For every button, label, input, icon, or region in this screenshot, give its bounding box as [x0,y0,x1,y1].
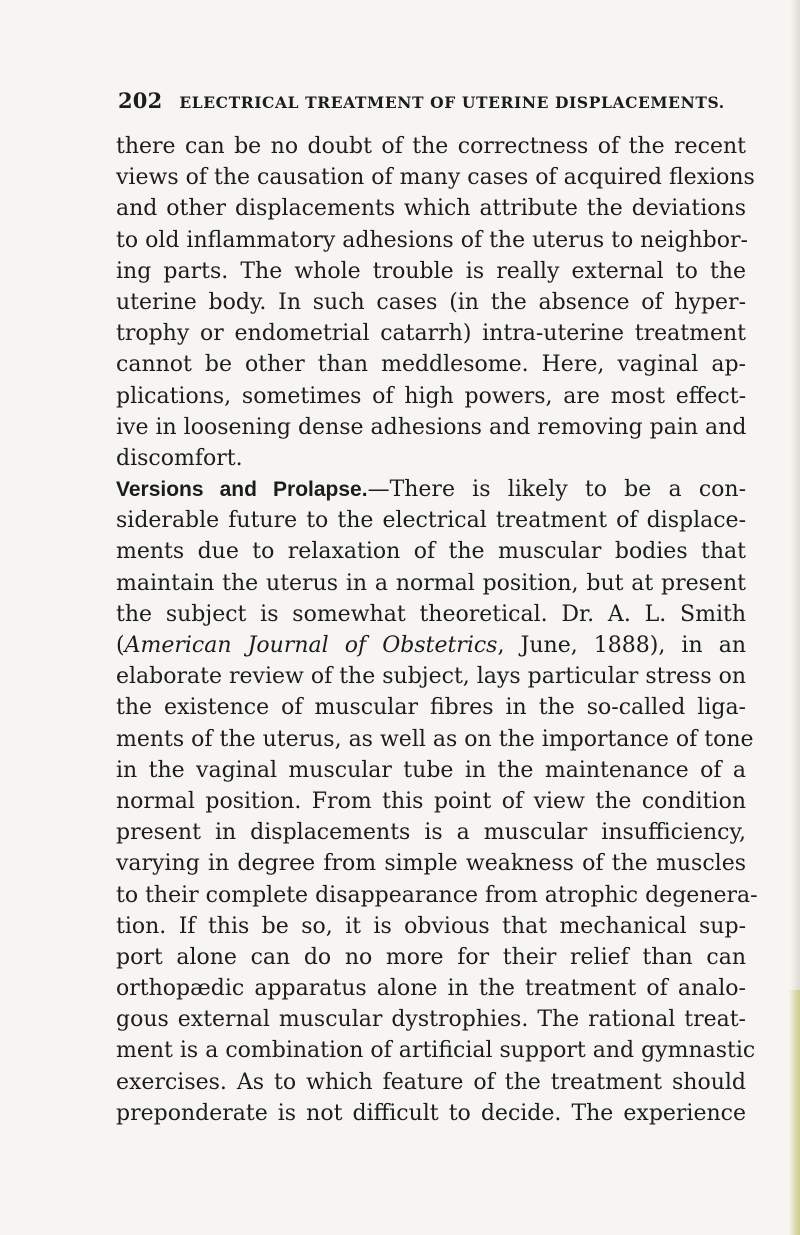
text-line: exercises. As to which feature of the treatment should [116,1069,746,1095]
section-first-line-text: —There is likely to be a con- [367,477,747,503]
text-line: tion. If this be so, it is obvious that mechanical sup- [116,913,746,939]
text-line: trophy or endometrial catarrh) intra-uterine treatment [116,321,746,347]
text-line: plications, sometimes of high powers, are most effect- [116,383,746,409]
section-heading: Versions and Prolapse. [116,478,368,502]
text-line: discomfort. [116,445,243,471]
citation-line [116,630,746,661]
text-line: gous external muscular dystrophies. The rational treat- [116,1007,746,1033]
body-text [116,131,758,1129]
text-line: ments due to relaxation of the muscular bodies that [116,539,746,565]
text-line: the existence of muscular fibres in the so-called liga- [116,695,746,721]
text-line: to their complete disappearance from atrophic degenera- [116,882,758,908]
text-line: port alone can do no more for their relief than can [116,944,746,970]
text-line: ive in loosening dense adhesions and removing pain and [116,414,747,440]
text-line: ing parts. The whole trouble is really external to the [116,258,746,284]
text-line: varying in degree from simple weakness of the muscles [116,851,746,877]
text-line: the subject is somewhat theoretical. Dr. A. L. Smith [116,601,746,627]
citation-rest: , June, 1888), in an [497,633,746,658]
text-line: orthopædic apparatus alone in the treatment of analo- [116,976,746,1002]
text-line: there can be no doubt of the correctness of the recent [116,134,746,159]
citation-open-paren: ( [116,633,125,658]
section-first-line [116,474,746,505]
page-number: 202 [118,88,163,113]
text-line: maintain the uterus in a normal position, but at present [116,570,746,596]
text-line: uterine body. In such cases (in the absence of hyper- [116,289,746,315]
text-line: normal position. From this point of view the condition [116,788,746,814]
text-line: elaborate review of the subject, lays particular stress on [116,664,747,690]
text-line: to old inflammatory adhesions of the uterus to neighbor- [116,227,748,253]
text-line: cannot be other than meddlesome. Here, vaginal ap- [116,352,746,378]
text-line: views of the causation of many cases of acquired flexions [116,165,755,191]
page-edge-stain [788,990,800,1235]
running-head-title: ELECTRICAL TREATMENT OF UTERINE DISPLACEMENTS. [179,93,725,112]
text-line: in the vaginal muscular tube in the maintenance of a [116,757,746,783]
citation-journal: American Journal of Obstetrics [124,633,498,658]
text-line: present in displacements is a muscular insufficiency, [116,820,746,846]
text-line: and other displacements which attribute the deviations [116,196,746,222]
text-line: ments of the uterus, as well as on the importance of tone [116,726,754,752]
text-line: preponderate is not difficult to decide. The experience [116,1100,746,1126]
running-head [118,88,738,113]
text-line: siderable future to the electrical treatment of displace- [116,508,746,534]
text-line: ment is a combination of artificial support and gymnastic [116,1038,756,1064]
